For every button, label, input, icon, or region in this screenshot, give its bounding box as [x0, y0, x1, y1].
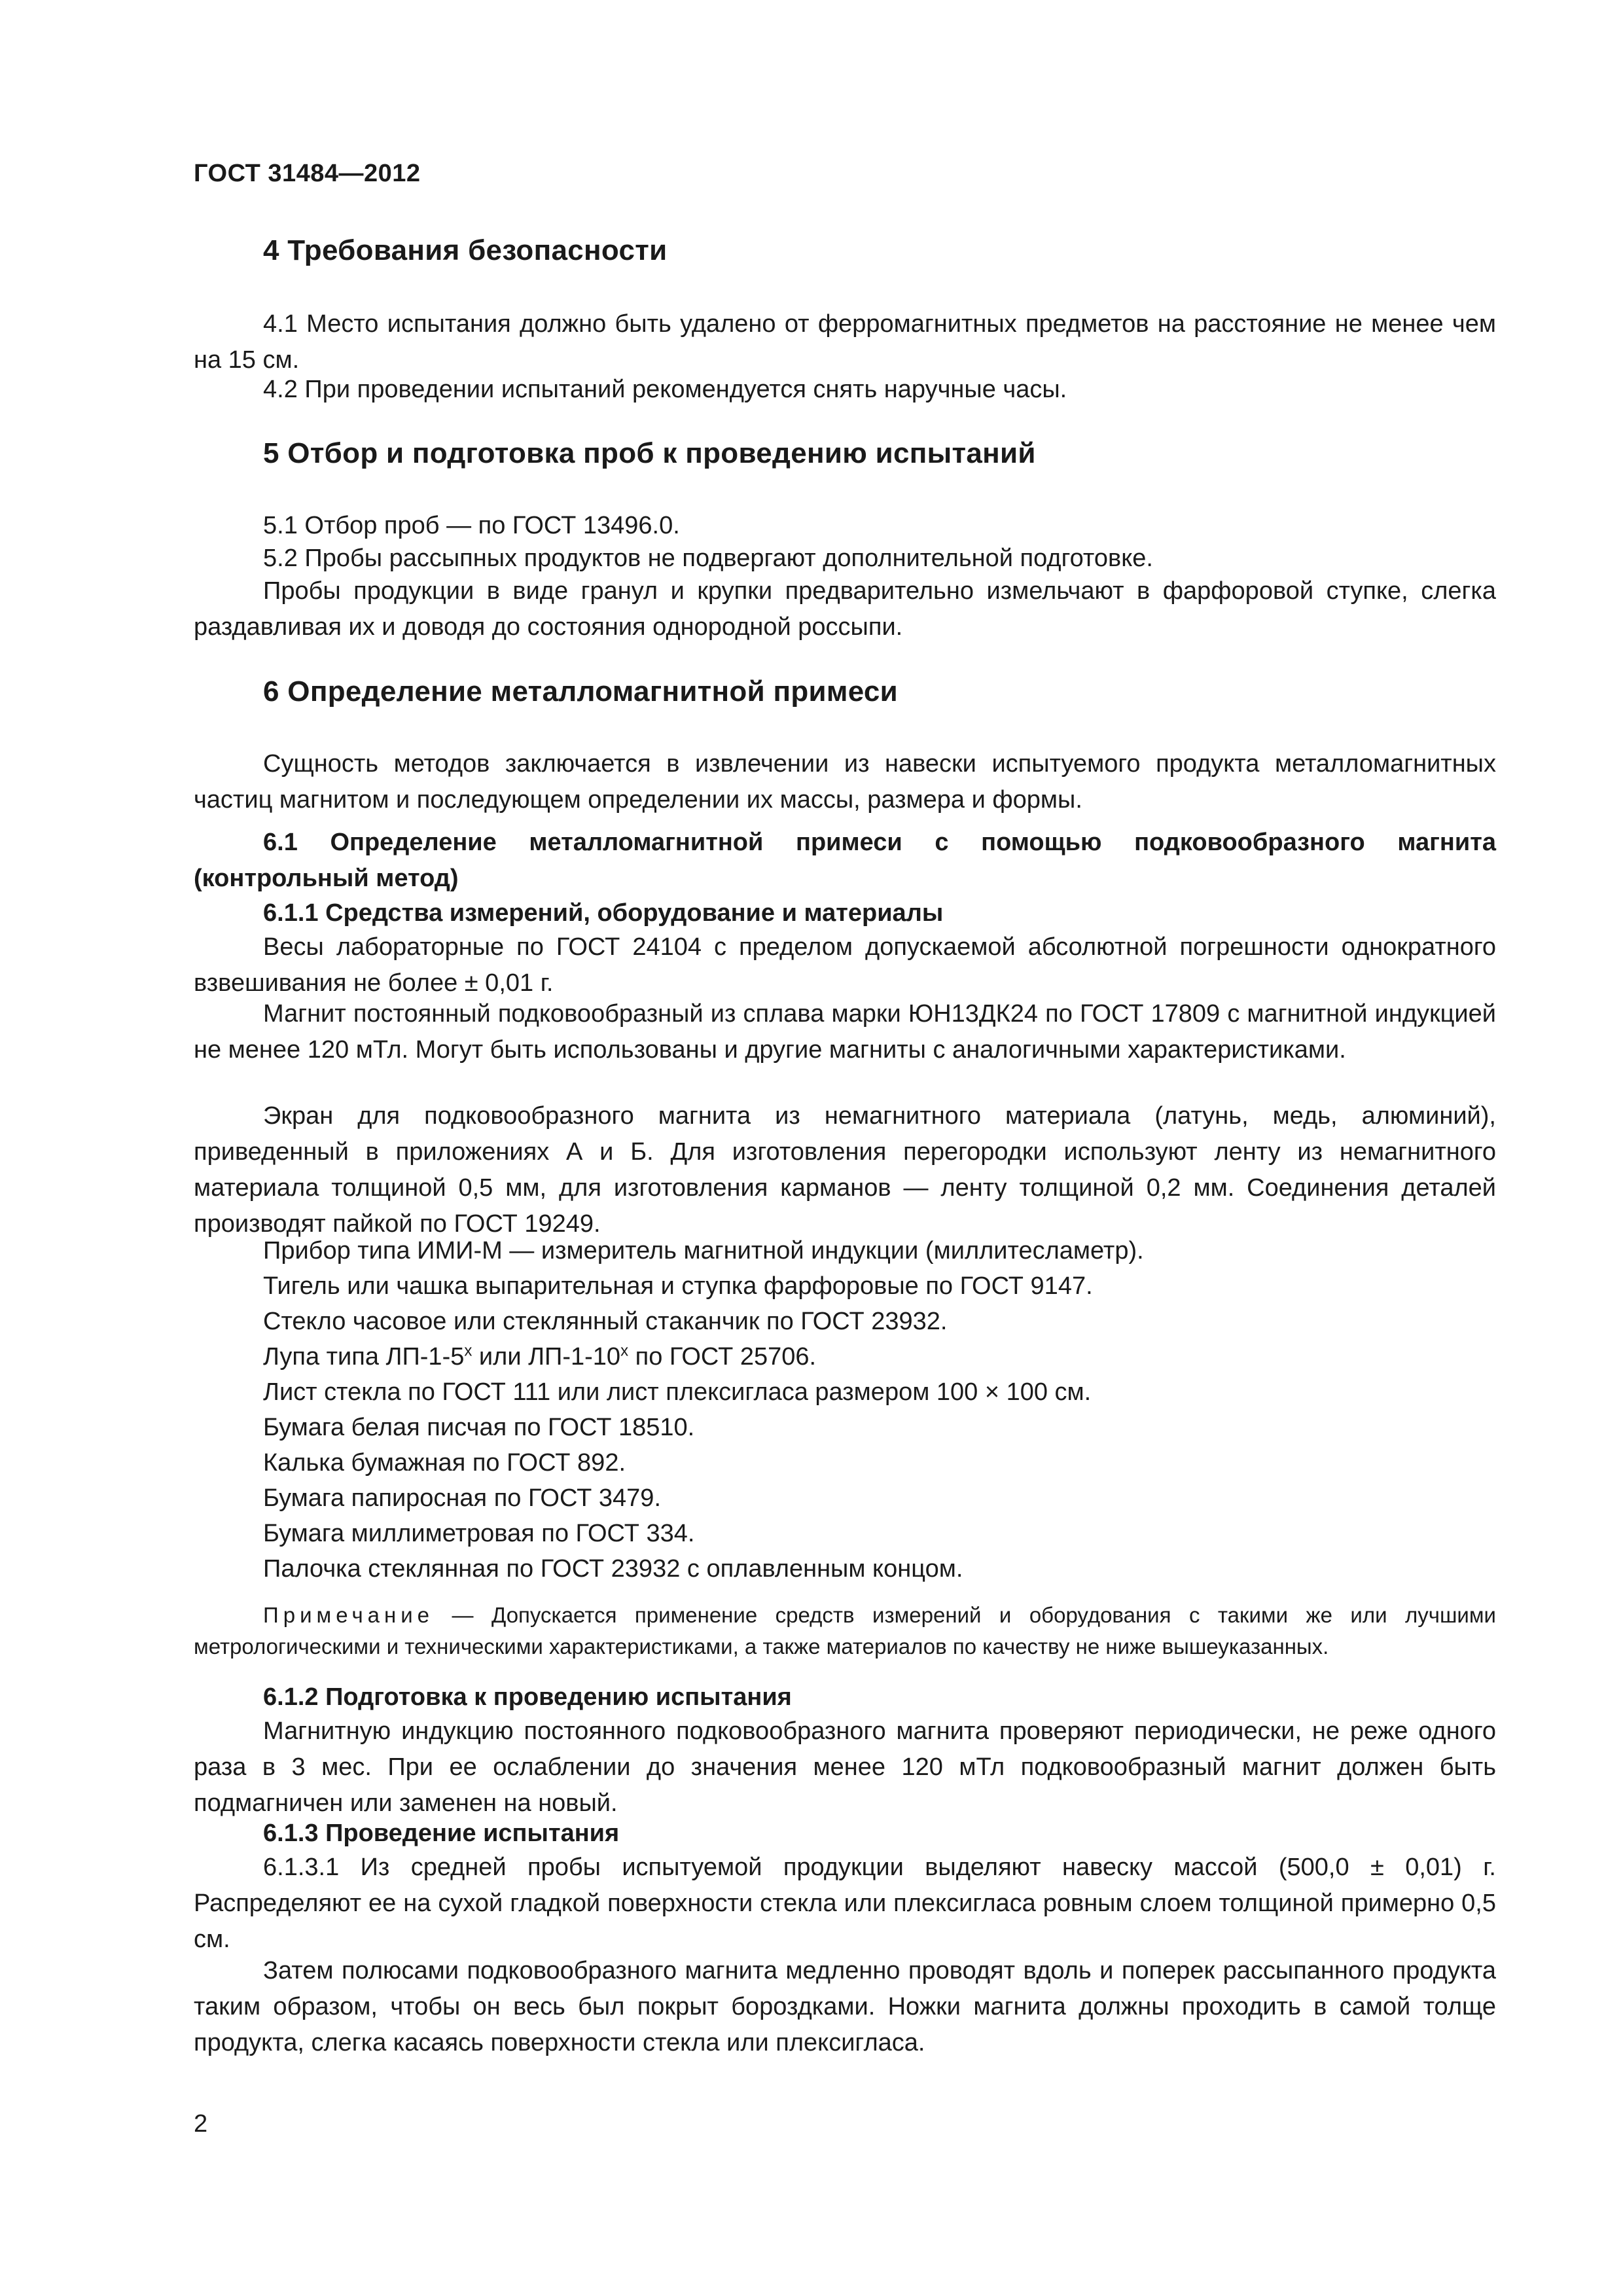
list-item-crucible: Тигель или чашка выпарительная и ступка фарфоровые по ГОСТ 9147.	[263, 1272, 1093, 1300]
list-item-glass-sheet: Лист стекла по ГОСТ 111 или лист плексигласа размером 100 × 100 см.	[263, 1378, 1092, 1406]
list-item-imi-m: Прибор типа ИМИ-М — измеритель магнитной индукции (миллитесламетр).	[263, 1237, 1144, 1265]
list-item-white-paper: Бумага белая писчая по ГОСТ 18510.	[263, 1414, 695, 1441]
list-item-graph-paper: Бумага миллиметровая по ГОСТ 334.	[263, 1520, 695, 1547]
paragraph-scales: Весы лабораторные по ГОСТ 24104 с пределом допускаемой абсолютной погрешности однократного взвешивания не более ± 0,01 г.	[194, 933, 1496, 997]
subsection-6-1-1-title: 6.1.1 Средства измерений, оборудование и материалы	[263, 899, 944, 927]
paragraph-6-1-3-1: 6.1.3.1 Из средней пробы испытуемой продукции выделяют навеску массой (500,0 ± 0,01) г. Распределяют ее на сухой гладкой поверхности стекла или плексигласа ровным слоем толщиной примерно 0,5 см.	[194, 1854, 1496, 1953]
section-6-title: 6 Определение металломагнитной примеси	[263, 675, 899, 708]
list-item-magnifier: Лупа типа ЛП-1-5$^x$ или ЛП-1-10$^x$ по ГОСТ 25706.	[263, 1342, 817, 1371]
subsection-6-1-title: 6.1 Определение металломагнитной примеси с помощью подковообразного магнита (контрольный метод)	[194, 829, 1496, 892]
note-block: Примечание — Допускается применение средств измерений и оборудования с такими же или лучшими метрологическими и техническими характеристиками, а также материалов по качеству не ниже вышеуказанных.	[194, 1603, 1496, 1659]
paragraph-magnet: Магнит постоянный подковообразный из сплава марки ЮН13ДК24 по ГОСТ 17809 с магнитной индукцией не менее 120 мТл. Могут быть использованы и другие магниты с аналогичными характеристиками.	[194, 1000, 1496, 1064]
section-4-title: 4 Требования безопасности	[263, 234, 668, 266]
paragraph-6-1-3-1-cont: Затем полюсами подковообразного магнита медленно проводят вдоль и поперек рассыпанного продукта таким образом, чтобы он весь был покрыт бороздками. Ножки магнита должны проходить в самой толще продукта, слегка касаясь поверхности стекла или плексигласа.	[194, 1957, 1496, 2056]
list-item-tracing-paper: Калька бумажная по ГОСТ 892.	[263, 1449, 626, 1477]
paragraph-6-1-2: Магнитную индукцию постоянного подковообразного магнита проверяют периодически, не реже одного раза в 3 мес. При ее ослаблении до значения менее 120 мТл подковообразный магнит должен быть подмагничен или заменен на новый.	[194, 1717, 1496, 1817]
list-item-cigarette-paper: Бумага папиросная по ГОСТ 3479.	[263, 1484, 661, 1512]
paragraph-5-2-cont: Пробы продукции в виде гранул и крупки предварительно измельчают в фарфоровой ступке, слегка раздавливая их и доводя до состояния однородной россыпи.	[194, 577, 1496, 641]
subsection-6-1-3-title: 6.1.3 Проведение испытания	[263, 1820, 620, 1847]
paragraph-5-1: 5.1 Отбор проб — по ГОСТ 13496.0.	[263, 512, 680, 539]
paragraph-screen: Экран для подковообразного магнита из немагнитного материала (латунь, медь, алюминий), приведенный в приложениях А и Б. Для изготовления перегородки используют ленту из немагнитного материала толщиной 0,5 мм, для изготовления карманов — ленту толщиной 0,2 мм. Соединения деталей производят пайкой по ГОСТ 19249.	[194, 1102, 1496, 1238]
paragraph-5-2: 5.2 Пробы рассыпных продуктов не подвергают дополнительной подготовке.	[263, 545, 1153, 572]
paragraph-4-2: 4.2 При проведении испытаний рекомендуется снять наручные часы.	[263, 376, 1067, 403]
list-item-glass-rod: Палочка стеклянная по ГОСТ 23932 с оплавленным концом.	[263, 1555, 963, 1583]
paragraph-6-intro: Сущность методов заключается в извлечении из навески испытуемого продукта металломагнитных частиц магнитом и последующем определении их массы, размера и формы.	[194, 750, 1496, 814]
section-5-title: 5 Отбор и подготовка проб к проведению испытаний	[263, 437, 1036, 469]
page-number: 2	[194, 2110, 208, 2138]
subsection-6-1-2-title: 6.1.2 Подготовка к проведению испытания	[263, 1683, 792, 1711]
note-label: Примечание	[263, 1603, 435, 1627]
paragraph-4-1: 4.1 Место испытания должно быть удалено от ферромагнитных предметов на расстояние не менее чем на 15 см.	[194, 310, 1496, 374]
list-item-watch-glass: Стекло часовое или стеклянный стаканчик по ГОСТ 23932.	[263, 1308, 948, 1335]
document-header: ГОСТ 31484—2012	[194, 160, 421, 187]
